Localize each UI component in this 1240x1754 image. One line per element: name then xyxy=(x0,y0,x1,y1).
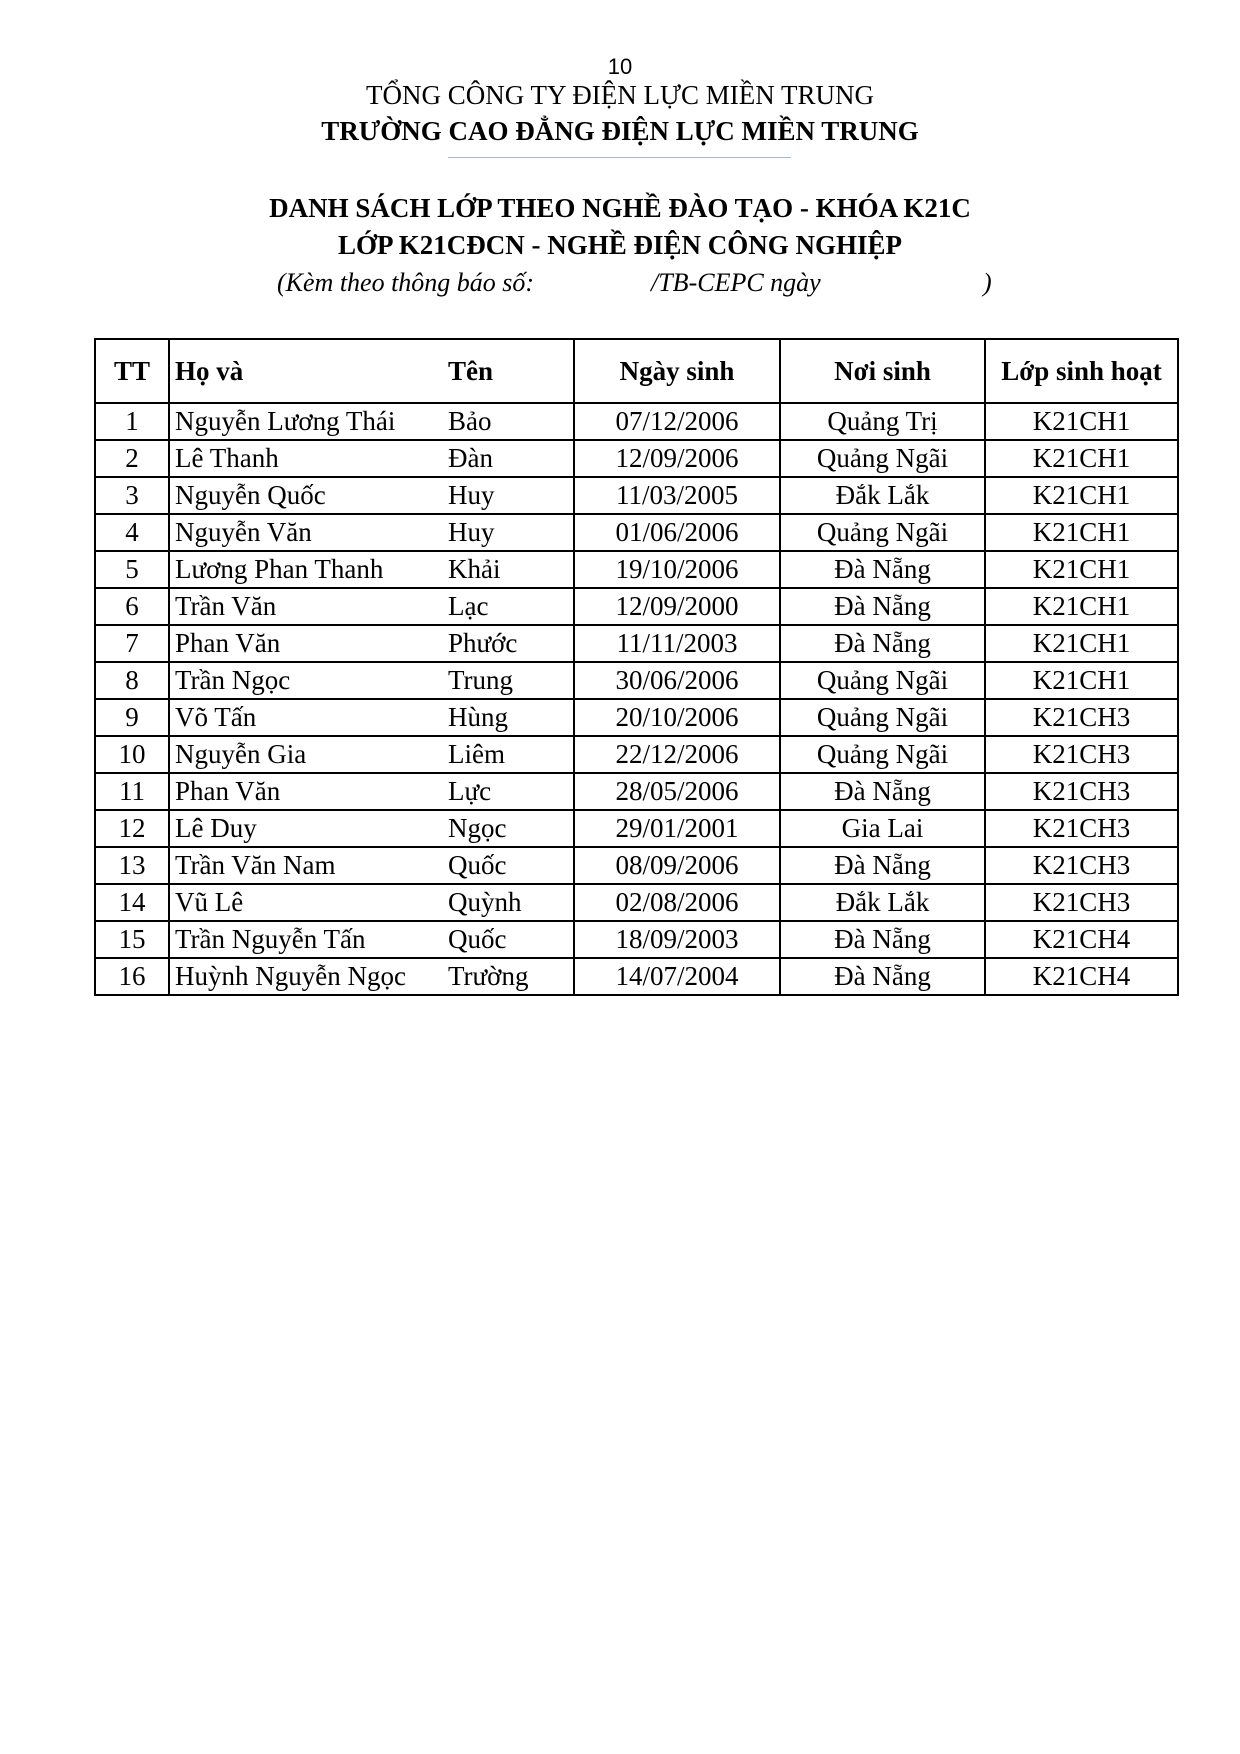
cell-ho-va: Nguyễn Lương Thái xyxy=(169,403,443,440)
table-row xyxy=(95,773,1178,810)
cell-tt: 8 xyxy=(95,662,169,699)
header-lop-sinh-hoat: Lớp sinh hoạt xyxy=(985,339,1178,403)
school-name: TRƯỜNG CAO ĐẲNG ĐIỆN LỰC MIỀN TRUNG xyxy=(321,116,919,146)
cell-ngay-sinh: 02/08/2006 xyxy=(574,884,780,921)
cell-ngay-sinh: 14/07/2004 xyxy=(574,958,780,995)
cell-noi-sinh: Đà Nẵng xyxy=(780,921,985,958)
cell-noi-sinh: Đà Nẵng xyxy=(780,588,985,625)
cell-lop-sinh-hoat: K21CH3 xyxy=(985,736,1178,773)
cell-tt: 10 xyxy=(95,736,169,773)
cell-ten: Khải xyxy=(443,551,574,588)
cell-noi-sinh: Đắk Lắk xyxy=(780,884,985,921)
cell-lop-sinh-hoat: K21CH1 xyxy=(985,588,1178,625)
cell-lop-sinh-hoat: K21CH3 xyxy=(985,884,1178,921)
header-tt: TT xyxy=(95,339,169,403)
cell-noi-sinh: Đà Nẵng xyxy=(780,551,985,588)
cell-ngay-sinh: 18/09/2003 xyxy=(574,921,780,958)
table-body xyxy=(95,403,1178,995)
table-row xyxy=(95,662,1178,699)
cell-ngay-sinh: 19/10/2006 xyxy=(574,551,780,588)
table-header-row xyxy=(95,339,1178,403)
header-ten: Tên xyxy=(443,339,574,403)
cell-tt: 9 xyxy=(95,699,169,736)
cell-noi-sinh: Quảng Ngãi xyxy=(780,736,985,773)
table-row xyxy=(95,921,1178,958)
table-row xyxy=(95,810,1178,847)
cell-noi-sinh: Gia Lai xyxy=(780,810,985,847)
cell-noi-sinh: Đà Nẵng xyxy=(780,773,985,810)
cell-ngay-sinh: 08/09/2006 xyxy=(574,847,780,884)
cell-lop-sinh-hoat: K21CH1 xyxy=(985,403,1178,440)
table-row xyxy=(95,625,1178,662)
cell-ten: Liêm xyxy=(443,736,574,773)
cell-ngay-sinh: 12/09/2006 xyxy=(574,440,780,477)
cell-ngay-sinh: 29/01/2001 xyxy=(574,810,780,847)
cell-ngay-sinh: 11/11/2003 xyxy=(574,625,780,662)
cell-ho-va: Võ Tấn xyxy=(169,699,443,736)
cell-ten: Trường xyxy=(443,958,574,995)
cell-ngay-sinh: 11/03/2005 xyxy=(574,477,780,514)
cell-tt: 16 xyxy=(95,958,169,995)
cell-tt: 12 xyxy=(95,810,169,847)
cell-tt: 15 xyxy=(95,921,169,958)
cell-ho-va: Trần Văn xyxy=(169,588,443,625)
cell-ngay-sinh: 30/06/2006 xyxy=(574,662,780,699)
cell-ho-va: Phan Văn xyxy=(169,773,443,810)
cell-noi-sinh: Đà Nẵng xyxy=(780,958,985,995)
cell-lop-sinh-hoat: K21CH3 xyxy=(985,699,1178,736)
cell-ho-va: Nguyễn Gia xyxy=(169,736,443,773)
cell-lop-sinh-hoat: K21CH4 xyxy=(985,921,1178,958)
table-row xyxy=(95,551,1178,588)
note-middle: /TB-CEPC ngày xyxy=(651,268,821,297)
cell-ten: Huy xyxy=(443,477,574,514)
cell-lop-sinh-hoat: K21CH3 xyxy=(985,847,1178,884)
cell-tt: 11 xyxy=(95,773,169,810)
table-row xyxy=(95,440,1178,477)
cell-ten: Huy xyxy=(443,514,574,551)
header-noi-sinh: Nơi sinh xyxy=(780,339,985,403)
cell-noi-sinh: Quảng Ngãi xyxy=(780,514,985,551)
table-row xyxy=(95,514,1178,551)
cell-lop-sinh-hoat: K21CH4 xyxy=(985,958,1178,995)
cell-ten: Đàn xyxy=(443,440,574,477)
cell-ngay-sinh: 20/10/2006 xyxy=(574,699,780,736)
cell-lop-sinh-hoat: K21CH1 xyxy=(985,440,1178,477)
cell-noi-sinh: Quảng Ngãi xyxy=(780,699,985,736)
cell-tt: 7 xyxy=(95,625,169,662)
cell-ten: Bảo xyxy=(443,403,574,440)
cell-ten: Lực xyxy=(443,773,574,810)
cell-tt: 13 xyxy=(95,847,169,884)
cell-ten: Ngọc xyxy=(443,810,574,847)
cell-ho-va: Lương Phan Thanh xyxy=(169,551,443,588)
cell-tt: 4 xyxy=(95,514,169,551)
note-suffix: ) xyxy=(983,268,992,297)
cell-lop-sinh-hoat: K21CH1 xyxy=(985,625,1178,662)
header-ho-va: Họ và xyxy=(169,339,443,403)
cell-lop-sinh-hoat: K21CH3 xyxy=(985,773,1178,810)
cell-ten: Hùng xyxy=(443,699,574,736)
cell-ho-va: Phan Văn xyxy=(169,625,443,662)
cell-ten: Quỳnh xyxy=(443,884,574,921)
cell-noi-sinh: Quảng Trị xyxy=(780,403,985,440)
cell-noi-sinh: Đà Nẵng xyxy=(780,625,985,662)
table-row xyxy=(95,958,1178,995)
document-subtitle: LỚP K21CĐCN - NGHỀ ĐIỆN CÔNG NGHIỆP xyxy=(337,230,903,260)
cell-noi-sinh: Quảng Ngãi xyxy=(780,440,985,477)
page-number: 10 xyxy=(607,54,633,79)
cell-tt: 5 xyxy=(95,551,169,588)
cell-ho-va: Lê Thanh xyxy=(169,440,443,477)
table-row xyxy=(95,403,1178,440)
cell-tt: 3 xyxy=(95,477,169,514)
cell-ho-va: Nguyễn Quốc xyxy=(169,477,443,514)
table-row xyxy=(95,884,1178,921)
cell-ten: Phước xyxy=(443,625,574,662)
student-roster-table xyxy=(94,338,1179,996)
cell-ngay-sinh: 12/09/2000 xyxy=(574,588,780,625)
header-divider xyxy=(448,157,791,158)
cell-tt: 1 xyxy=(95,403,169,440)
table-row xyxy=(95,588,1178,625)
header-ngay-sinh: Ngày sinh xyxy=(574,339,780,403)
cell-ten: Quốc xyxy=(443,921,574,958)
cell-lop-sinh-hoat: K21CH1 xyxy=(985,514,1178,551)
table-row xyxy=(95,736,1178,773)
table-row xyxy=(95,699,1178,736)
cell-tt: 14 xyxy=(95,884,169,921)
cell-ho-va: Huỳnh Nguyễn Ngọc xyxy=(169,958,443,995)
cell-ngay-sinh: 22/12/2006 xyxy=(574,736,780,773)
cell-ten: Quốc xyxy=(443,847,574,884)
cell-lop-sinh-hoat: K21CH1 xyxy=(985,477,1178,514)
cell-noi-sinh: Quảng Ngãi xyxy=(780,662,985,699)
cell-noi-sinh: Đắk Lắk xyxy=(780,477,985,514)
cell-ngay-sinh: 28/05/2006 xyxy=(574,773,780,810)
cell-lop-sinh-hoat: K21CH3 xyxy=(985,810,1178,847)
cell-ten: Lạc xyxy=(443,588,574,625)
cell-tt: 2 xyxy=(95,440,169,477)
cell-tt: 6 xyxy=(95,588,169,625)
cell-ho-va: Trần Ngọc xyxy=(169,662,443,699)
cell-noi-sinh: Đà Nẵng xyxy=(780,847,985,884)
cell-lop-sinh-hoat: K21CH1 xyxy=(985,662,1178,699)
cell-ho-va: Nguyễn Văn xyxy=(169,514,443,551)
document-title: DANH SÁCH LỚP THEO NGHỀ ĐÀO TẠO - KHÓA K21C xyxy=(269,193,971,223)
cell-ho-va: Trần Văn Nam xyxy=(169,847,443,884)
cell-ten: Trung xyxy=(443,662,574,699)
organization-name: TỔNG CÔNG TY ĐIỆN LỰC MIỀN TRUNG xyxy=(366,80,874,110)
cell-ho-va: Vũ Lê xyxy=(169,884,443,921)
cell-ho-va: Trần Nguyễn Tấn xyxy=(169,921,443,958)
cell-ho-va: Lê Duy xyxy=(169,810,443,847)
cell-ngay-sinh: 01/06/2006 xyxy=(574,514,780,551)
table-row xyxy=(95,847,1178,884)
cell-ngay-sinh: 07/12/2006 xyxy=(574,403,780,440)
cell-lop-sinh-hoat: K21CH1 xyxy=(985,551,1178,588)
note-prefix: (Kèm theo thông báo số: xyxy=(277,268,535,297)
table-row xyxy=(95,477,1178,514)
